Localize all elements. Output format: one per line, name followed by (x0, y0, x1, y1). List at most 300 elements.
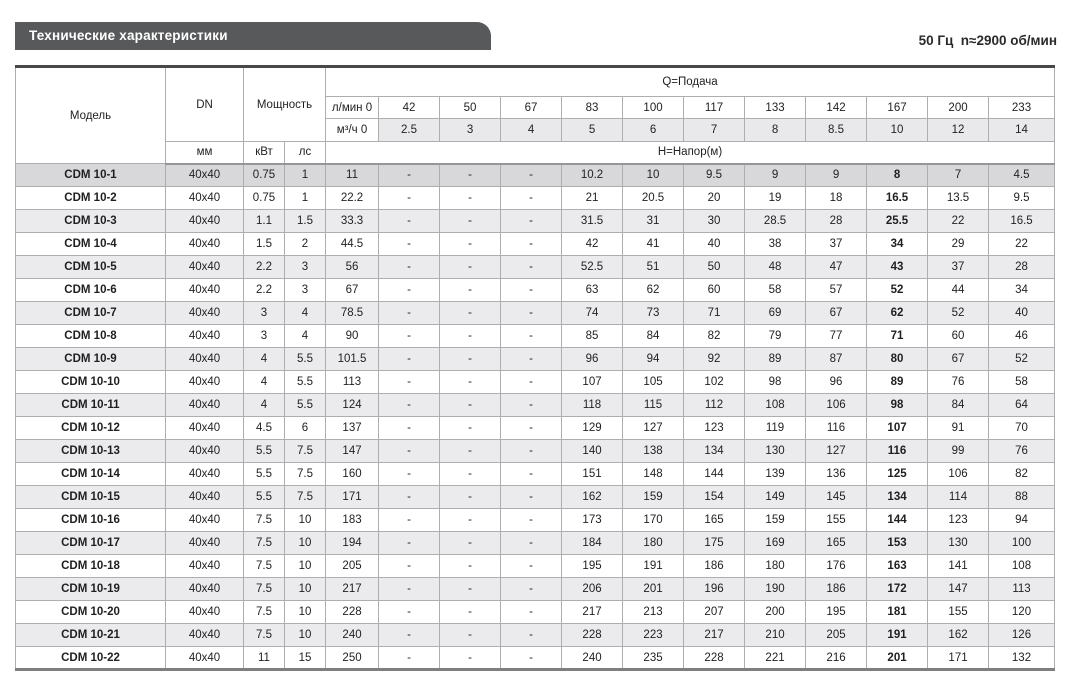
head-value-cell: - (379, 394, 440, 417)
model-cell: CDM 10-2 (16, 187, 166, 210)
pump-row (16, 463, 1055, 486)
dn-cell: 40x40 (166, 325, 244, 348)
dn-column-header: DN (166, 67, 244, 142)
head-value-cell: 52 (867, 279, 928, 302)
head-value-cell: 170 (623, 509, 684, 532)
head-value-cell: 28.5 (745, 210, 806, 233)
head-value-cell: 240 (326, 624, 379, 647)
head-value-cell: 162 (562, 486, 623, 509)
power-hp-cell: 7.5 (285, 463, 326, 486)
head-value-cell: 76 (928, 371, 989, 394)
head-value-cell: - (501, 647, 562, 670)
head-value-cell: - (440, 647, 501, 670)
head-value-cell: 74 (562, 302, 623, 325)
head-value-cell: 62 (623, 279, 684, 302)
head-value-cell: 107 (867, 417, 928, 440)
head-value-cell: - (379, 509, 440, 532)
head-value-cell: 43 (867, 256, 928, 279)
head-value-cell: - (379, 578, 440, 601)
model-cell: CDM 10-8 (16, 325, 166, 348)
head-value-cell: 137 (326, 417, 379, 440)
head-value-cell: 8 (867, 164, 928, 187)
pump-row (16, 187, 1055, 210)
head-value-cell: 82 (684, 325, 745, 348)
head-value-cell: 18 (806, 187, 867, 210)
dn-cell: 40x40 (166, 486, 244, 509)
head-value-cell: 176 (806, 555, 867, 578)
pump-row (16, 601, 1055, 624)
head-value-cell: 38 (745, 233, 806, 256)
head-value-cell: - (501, 578, 562, 601)
head-value-cell: 106 (806, 394, 867, 417)
head-value-cell: 52 (989, 348, 1055, 371)
head-value-cell: 228 (684, 647, 745, 670)
head-value-cell: - (440, 509, 501, 532)
head-value-cell: 70 (989, 417, 1055, 440)
dn-cell: 40x40 (166, 164, 244, 187)
head-value-cell: 28 (989, 256, 1055, 279)
head-value-cell: 132 (989, 647, 1055, 670)
section-title-banner (15, 22, 491, 50)
head-value-cell: 115 (623, 394, 684, 417)
head-value-cell: 223 (623, 624, 684, 647)
pump-row (16, 233, 1055, 256)
head-value-cell: 235 (623, 647, 684, 670)
head-value-cell: - (440, 348, 501, 371)
head-value-cell: - (440, 624, 501, 647)
head-value-cell: 196 (684, 578, 745, 601)
head-value-cell: 9.5 (989, 187, 1055, 210)
head-value-cell: 153 (867, 532, 928, 555)
flow-m3h-value: 5 (562, 119, 623, 142)
head-value-cell: - (501, 279, 562, 302)
head-value-cell: 120 (989, 601, 1055, 624)
head-value-cell: - (501, 532, 562, 555)
flow-lmin-value: 42 (379, 97, 440, 119)
head-value-cell: 101.5 (326, 348, 379, 371)
head-value-cell: 195 (806, 601, 867, 624)
head-value-cell: 34 (989, 279, 1055, 302)
head-value-cell: 22 (989, 233, 1055, 256)
head-value-cell: 40 (684, 233, 745, 256)
head-value-cell: 140 (562, 440, 623, 463)
model-cell: CDM 10-13 (16, 440, 166, 463)
head-value-cell: - (379, 279, 440, 302)
head-value-cell: 77 (806, 325, 867, 348)
head-value-cell: 40 (989, 302, 1055, 325)
dn-cell: 40x40 (166, 348, 244, 371)
pump-row (16, 555, 1055, 578)
head-value-cell: 60 (684, 279, 745, 302)
pump-row (16, 210, 1055, 233)
head-value-cell: 82 (989, 463, 1055, 486)
head-value-cell: 58 (745, 279, 806, 302)
power-kw-cell: 4 (244, 371, 285, 394)
head-value-cell: 47 (806, 256, 867, 279)
head-value-cell: 175 (684, 532, 745, 555)
power-kw-cell: 7.5 (244, 601, 285, 624)
head-value-cell: 10 (623, 164, 684, 187)
head-value-cell: - (440, 302, 501, 325)
power-hp-cell: 7.5 (285, 486, 326, 509)
power-hp-cell: 6 (285, 417, 326, 440)
dn-cell: 40x40 (166, 371, 244, 394)
power-kw-cell: 5.5 (244, 440, 285, 463)
head-value-cell: 116 (867, 440, 928, 463)
dn-unit-label: мм (166, 142, 244, 164)
head-value-cell: 217 (562, 601, 623, 624)
head-value-cell: 91 (928, 417, 989, 440)
power-kw-cell: 3 (244, 325, 285, 348)
model-cell: CDM 10-18 (16, 555, 166, 578)
head-value-cell: 180 (745, 555, 806, 578)
head-value-cell: - (440, 325, 501, 348)
head-value-cell: 67 (928, 348, 989, 371)
power-kw-cell: 7.5 (244, 532, 285, 555)
head-value-cell: 79 (745, 325, 806, 348)
power-hp-unit-label: лс (285, 142, 326, 164)
head-value-cell: 118 (562, 394, 623, 417)
head-value-cell: 7 (928, 164, 989, 187)
head-value-cell: 205 (806, 624, 867, 647)
head-value-cell: - (440, 417, 501, 440)
head-value-cell: - (440, 164, 501, 187)
power-kw-cell: 3 (244, 302, 285, 325)
head-value-cell: 130 (928, 532, 989, 555)
head-value-cell: 165 (684, 509, 745, 532)
head-value-cell: 138 (623, 440, 684, 463)
head-value-cell: 173 (562, 509, 623, 532)
power-hp-cell: 3 (285, 256, 326, 279)
model-cell: CDM 10-7 (16, 302, 166, 325)
head-value-cell: 58 (989, 371, 1055, 394)
power-kw-cell: 4.5 (244, 417, 285, 440)
power-hp-cell: 10 (285, 555, 326, 578)
head-value-cell: 200 (745, 601, 806, 624)
dn-cell: 40x40 (166, 417, 244, 440)
head-value-cell: 105 (623, 371, 684, 394)
head-value-cell: - (440, 256, 501, 279)
head-value-cell: - (501, 187, 562, 210)
head-value-cell: 71 (684, 302, 745, 325)
head-value-cell: - (379, 486, 440, 509)
head-value-cell: 84 (623, 325, 684, 348)
head-value-cell: 162 (928, 624, 989, 647)
head-value-cell: 84 (928, 394, 989, 417)
head-value-cell: 129 (562, 417, 623, 440)
head-value-cell: - (379, 233, 440, 256)
head-value-cell: 94 (989, 509, 1055, 532)
power-column-header: Мощность (244, 67, 326, 142)
pump-row (16, 509, 1055, 532)
head-value-cell: 195 (562, 555, 623, 578)
head-value-cell: 85 (562, 325, 623, 348)
technical-specs-table (15, 65, 1055, 671)
head-value-cell: - (379, 555, 440, 578)
head-value-cell: 165 (806, 532, 867, 555)
power-hp-cell: 7.5 (285, 440, 326, 463)
head-value-cell: 134 (684, 440, 745, 463)
head-value-cell: 76 (989, 440, 1055, 463)
head-value-cell: 201 (623, 578, 684, 601)
head-value-cell: 62 (867, 302, 928, 325)
power-hp-cell: 5.5 (285, 394, 326, 417)
head-value-cell: - (440, 578, 501, 601)
q-supply-header-row (16, 67, 1055, 97)
head-value-cell: 99 (928, 440, 989, 463)
head-value-cell: - (440, 233, 501, 256)
head-value-cell: 87 (806, 348, 867, 371)
head-value-cell: - (501, 394, 562, 417)
head-value-cell: 9 (806, 164, 867, 187)
head-value-cell: 191 (867, 624, 928, 647)
head-value-cell: 64 (989, 394, 1055, 417)
head-value-cell: 98 (867, 394, 928, 417)
dn-cell: 40x40 (166, 647, 244, 670)
head-value-cell: 147 (326, 440, 379, 463)
head-value-cell: 31 (623, 210, 684, 233)
head-value-cell: 102 (684, 371, 745, 394)
head-value-cell: - (501, 417, 562, 440)
head-value-cell: 201 (867, 647, 928, 670)
model-cell: CDM 10-20 (16, 601, 166, 624)
head-value-cell: 67 (806, 302, 867, 325)
head-value-cell: - (440, 394, 501, 417)
power-hp-cell: 15 (285, 647, 326, 670)
power-hp-cell: 1 (285, 164, 326, 187)
head-value-cell: 48 (745, 256, 806, 279)
flow-m3h-value: 3 (440, 119, 501, 142)
head-value-cell: - (379, 348, 440, 371)
head-value-cell: 183 (326, 509, 379, 532)
pump-row (16, 302, 1055, 325)
pump-row (16, 624, 1055, 647)
pump-row (16, 256, 1055, 279)
flow-lmin-value: 117 (684, 97, 745, 119)
head-value-cell: 92 (684, 348, 745, 371)
head-value-cell: 113 (326, 371, 379, 394)
head-value-cell: 52.5 (562, 256, 623, 279)
model-cell: CDM 10-11 (16, 394, 166, 417)
head-value-cell: 71 (867, 325, 928, 348)
head-value-cell: 22 (928, 210, 989, 233)
power-kw-cell: 7.5 (244, 509, 285, 532)
power-kw-cell: 0.75 (244, 187, 285, 210)
head-value-cell: 10.2 (562, 164, 623, 187)
head-value-cell: - (440, 187, 501, 210)
head-value-cell: 171 (928, 647, 989, 670)
head-value-cell: - (501, 601, 562, 624)
head-value-cell: 107 (562, 371, 623, 394)
dn-cell: 40x40 (166, 578, 244, 601)
head-value-cell: 30 (684, 210, 745, 233)
head-value-cell: 159 (623, 486, 684, 509)
head-value-cell: 163 (867, 555, 928, 578)
head-value-cell: 194 (326, 532, 379, 555)
flow-m3h-value: 6 (623, 119, 684, 142)
head-value-cell: - (501, 256, 562, 279)
head-value-cell: - (501, 233, 562, 256)
head-value-cell: 46 (989, 325, 1055, 348)
pump-row (16, 647, 1055, 670)
head-value-cell: 112 (684, 394, 745, 417)
power-hp-cell: 3 (285, 279, 326, 302)
pump-row (16, 486, 1055, 509)
head-value-cell: - (501, 302, 562, 325)
head-value-cell: 67 (326, 279, 379, 302)
head-value-cell: 172 (867, 578, 928, 601)
head-value-cell: 31.5 (562, 210, 623, 233)
model-cell: CDM 10-15 (16, 486, 166, 509)
flow-lmin-value: 50 (440, 97, 501, 119)
head-value-cell: 159 (745, 509, 806, 532)
head-value-cell: 169 (745, 532, 806, 555)
head-value-cell: 205 (326, 555, 379, 578)
power-kw-unit-label: кВт (244, 142, 285, 164)
dn-cell: 40x40 (166, 555, 244, 578)
power-kw-cell: 1.1 (244, 210, 285, 233)
power-hp-cell: 5.5 (285, 371, 326, 394)
head-value-cell: 217 (684, 624, 745, 647)
head-value-cell: 96 (562, 348, 623, 371)
head-value-cell: 139 (745, 463, 806, 486)
head-value-cell: - (379, 624, 440, 647)
flow-lmin-value: 100 (623, 97, 684, 119)
head-value-cell: 60 (928, 325, 989, 348)
head-value-cell: 21 (562, 187, 623, 210)
head-value-cell: 80 (867, 348, 928, 371)
head-value-cell: 124 (326, 394, 379, 417)
power-kw-cell: 0.75 (244, 164, 285, 187)
model-cell: CDM 10-4 (16, 233, 166, 256)
power-kw-cell: 7.5 (244, 555, 285, 578)
head-value-cell: 186 (806, 578, 867, 601)
head-value-cell: 50 (684, 256, 745, 279)
head-value-cell: - (379, 532, 440, 555)
head-value-cell: 88 (989, 486, 1055, 509)
head-value-cell: 136 (806, 463, 867, 486)
head-value-cell: - (379, 601, 440, 624)
pump-row (16, 371, 1055, 394)
head-value-cell: 9 (745, 164, 806, 187)
head-value-cell: 217 (326, 578, 379, 601)
head-value-cell: 57 (806, 279, 867, 302)
head-value-cell: - (440, 210, 501, 233)
head-value-cell: 106 (928, 463, 989, 486)
model-cell: CDM 10-12 (16, 417, 166, 440)
head-value-cell: - (440, 532, 501, 555)
head-value-cell: - (379, 463, 440, 486)
head-value-cell: 240 (562, 647, 623, 670)
head-value-cell: - (379, 440, 440, 463)
head-value-cell: 34 (867, 233, 928, 256)
pump-row (16, 417, 1055, 440)
head-value-cell: 221 (745, 647, 806, 670)
power-kw-cell: 2.2 (244, 279, 285, 302)
head-value-cell: 4.5 (989, 164, 1055, 187)
pump-row (16, 532, 1055, 555)
head-value-cell: 154 (684, 486, 745, 509)
head-value-cell: - (501, 555, 562, 578)
head-value-cell: 145 (806, 486, 867, 509)
model-cell: CDM 10-9 (16, 348, 166, 371)
frequency-speed-note: 50 Гц n≈2900 об/мин (918, 33, 1057, 48)
head-value-cell: 44.5 (326, 233, 379, 256)
head-value-cell: 16.5 (989, 210, 1055, 233)
head-value-cell: 127 (806, 440, 867, 463)
flow-m3h-value: 4 (501, 119, 562, 142)
head-value-cell: - (440, 601, 501, 624)
head-value-cell: 125 (867, 463, 928, 486)
head-value-cell: 141 (928, 555, 989, 578)
dn-cell: 40x40 (166, 463, 244, 486)
head-value-cell: - (440, 555, 501, 578)
model-cell: CDM 10-21 (16, 624, 166, 647)
pump-row (16, 348, 1055, 371)
power-hp-cell: 10 (285, 578, 326, 601)
dn-cell: 40x40 (166, 532, 244, 555)
flow-lmin-value: 67 (501, 97, 562, 119)
head-value-cell: 116 (806, 417, 867, 440)
power-kw-cell: 7.5 (244, 578, 285, 601)
head-value-cell: - (501, 486, 562, 509)
head-value-cell: 11 (326, 164, 379, 187)
power-kw-cell: 7.5 (244, 624, 285, 647)
head-value-cell: 155 (806, 509, 867, 532)
model-cell: CDM 10-1 (16, 164, 166, 187)
head-value-cell: 33.3 (326, 210, 379, 233)
head-value-cell: 123 (684, 417, 745, 440)
pump-row (16, 164, 1055, 187)
head-value-cell: - (379, 647, 440, 670)
head-value-cell: - (501, 463, 562, 486)
pump-row (16, 394, 1055, 417)
head-value-cell: 96 (806, 371, 867, 394)
head-value-cell: - (440, 463, 501, 486)
head-value-cell: 149 (745, 486, 806, 509)
model-cell: CDM 10-14 (16, 463, 166, 486)
pump-row (16, 578, 1055, 601)
head-value-cell: 20 (684, 187, 745, 210)
head-value-cell: 19 (745, 187, 806, 210)
flow-lmin-value: 133 (745, 97, 806, 119)
power-kw-cell: 1.5 (244, 233, 285, 256)
q-supply-header: Q=Подача (326, 67, 1055, 97)
head-value-cell: 181 (867, 601, 928, 624)
head-value-cell: 63 (562, 279, 623, 302)
head-value-cell: - (379, 325, 440, 348)
power-hp-cell: 2 (285, 233, 326, 256)
head-value-cell: 13.5 (928, 187, 989, 210)
head-value-cell: 186 (684, 555, 745, 578)
power-kw-cell: 2.2 (244, 256, 285, 279)
head-value-cell: 207 (684, 601, 745, 624)
head-value-cell: - (501, 509, 562, 532)
head-value-cell: 42 (562, 233, 623, 256)
dn-cell: 40x40 (166, 394, 244, 417)
model-column-header: Модель (16, 67, 166, 164)
head-value-cell: - (379, 164, 440, 187)
model-cell: CDM 10-6 (16, 279, 166, 302)
head-value-cell: - (501, 164, 562, 187)
head-value-cell: 29 (928, 233, 989, 256)
head-value-cell: 89 (745, 348, 806, 371)
head-value-cell: - (440, 440, 501, 463)
dn-cell: 40x40 (166, 302, 244, 325)
units-row (16, 142, 1055, 164)
head-value-cell: 52 (928, 302, 989, 325)
power-kw-cell: 4 (244, 394, 285, 417)
